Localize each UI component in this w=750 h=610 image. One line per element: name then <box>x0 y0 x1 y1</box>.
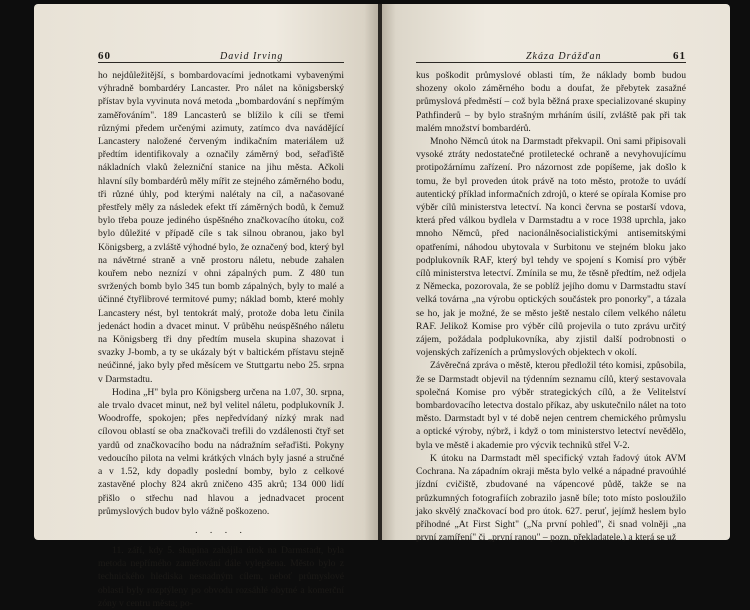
paragraph: 11. září, kdy 5. skupina zahájila útok na Darmstadt, byla metoda nepřímého zaměřování dále vylepšena. Město bylo z technického hlediska nesnadným cílem, neboť průmyslové oblasti byly rozptýleny po obvodu rozsáhlé obytné a komerční zóny v centru města; po- <box>98 544 344 609</box>
right-page <box>382 4 730 544</box>
paragraph: K útoku na Darmstadt měl specifický vztah řadový útok AVM Cochrana. Na západním okraji města bylo velké a nápadné pravoúhlé jízdní cvičiště, zbudované na vápencové půdě, takže se na průzkumných fotografiích zobrazilo jasně bíle; toto místo posloužilo jako skvělý značkovací bod pro útok. 627. peruť, jejímž heslem bylo příhodné „At First Sight" („Na první pohled", či snad volněji „na první zamíření" či „první ranou" – pozn. překladatele.) a která se už <box>416 452 686 544</box>
header-rule <box>416 62 686 63</box>
paragraph: kus poškodit průmyslové oblasti tím, že náklady bomb budou shozeny okolo záměrného bodu a doufat, že přebytek zasažné průmyslová předměstí – což byla běžná praxe specializované skupiny Pathfinderů – by bylo strašným mrháním úsilí, zvláště pak při tak malém množství bombardérů. <box>416 70 686 134</box>
running-head-title: Zkáza Drážďan <box>526 51 602 62</box>
right-page-header <box>416 50 686 66</box>
running-head-author: David Irving <box>220 51 284 62</box>
right-page-body <box>416 69 686 544</box>
paragraph: Závěrečná zpráva o městě, kterou předložil této komisi, způsobila, že se Darmstadt objevil na týdenním seznamu cílů, který sestavovala společná Komise pro výběr strategických cílů, a že Velitelství bombardovacího letectva dostalo příkaz, aby uskutečnilo nálet na toto město. Darmstadt byl v té době nejen centrem chemického průmyslu a optické výroby, nýbrž, i když o tom ministerstvo letectví nevědělo, byla ve městě i akademie pro výcvik techniků střel V-2. <box>416 360 686 451</box>
page-number: 60 <box>98 50 111 62</box>
left-page-body <box>98 69 344 610</box>
paragraph: Mnoho Němců útok na Darmstadt překvapil. Oni sami připisovali vysoké ztráty nedostatečné protiletecké ochraně a nevyhovujícímu protipožárnímu zařízení. Pro názornost zde popíšeme, jak došlo k tomu, že byl proveden útok právě na toto město, protože to uvádí autentický příklad informačních zdrojů, o které se opírala Komise pro výběr cílů ministerstva letectví. Na konci června se postarší vdova, která před válkou bydlela v Darmstadtu a v roce 1938 uprchla, jako mnoho Němců, před nacionálněsocialistickými antisemitskými opatřeními, náhodou ubytovala v Surbitonu ve stejném bloku jako podplukovník RAF, který byl tehdy ve spojení s Komisí pro výběr cílů ministerstva letectví. Zmínila se mu, že těsně předtím, než odjela z Německa, pozorovala, že se poblíž jejího domu v Darmstadtu staví velká továrna „na výrobu optických součástek pro ponorky", a tázala se ho, jak je možné, že se město ještě nestalo cílem velkého náletu RAF. Jelikož Komise pro výběr cílů projevila o tuto zprávu určitý zájem, požádala podplukovníka, aby zjistil další podrobnosti o vojenských zařízeních a průmyslových objektech v okolí. <box>416 136 686 359</box>
book-spread <box>34 4 730 609</box>
header-rule <box>98 62 344 63</box>
section-separator: . . . . <box>195 524 247 536</box>
left-page <box>34 4 378 609</box>
left-page-header <box>98 50 344 66</box>
paragraph: Hodina „H" byla pro Königsberg určena na 1.07, 30. srpna, ale trvalo dvacet minut, než byl velitel náletu, podplukovník J. Woodroffe, spokojen; přes nepředvídaný nízký mrak nad cílovou oblastí se oba značkovači trefili do vzdálenosti čtyř set yardů od značkovacího bodu na nádražním seřaďišti. Pokyny vedoucího pilota na velmi krátkých vlnách byly jasné a stručné a v 1.52, kdy dopadly poslední bomby, bylo z celkové zastavěné plochy 824 akrů zničeno 435 akrů; 134 000 lidí přišlo o střechu nad hlavou a jednadvacet procent průmyslových budov bylo vážně poškozeno. <box>98 386 344 517</box>
page-number: 61 <box>673 50 686 62</box>
paragraph: ho nejdůležitější, s bombardovacími jednotkami vybavenými výhradně bombardéry Lancaster. Pro nálet na königsberský přístav byla vyvinuta nová metoda „bombardování s nepřímým zaměřováním". 189 Lancasterů se blížilo k cíli se třemi různými předem určenými azimuty, zatímco dva navádějící Lancastery naložené červeným indikačním materiálem už předtím identifikovaly a označily záměrný bod, seřaďiště nákladních vlaků železniční stanice na jihu města. Ačkoli hlavní síly bombardérů měly mířit ze stejného záměrného bodu, tři různé úhly, pod kterými nalétaly na cíl, a načasované přestřely měly za následek efekt tří záměrných bodů, k čemuž bylo třeba pouze jediného úspěšného značkovacího útoku, což bylo důležité v případě cíle s tak silnou obranou, jako byl Königsberg, a zvláště výhodné bylo, že označený bod, který byl na návětrné straně a vně prostoru náletu, nebude zahalen kouřem nebo neznízí v ohni zápalných pum. Z 480 tun svržených bomb bylo 345 tun bomb zápalných, byly to malé a účinné čtyřlibrové termitové pumy; náklad bomb, které mohly Lancastery nést, byl tentokrát malý, protože doba letu činila jedenáct hodin a dvacet minut. V průběhu neúspěšného náletu na Königsberg tři dny předtím musela skupina shazovat i svazky J-bomb, a ty se ukázaly být v baltickém přístavu stejně neúčinné, jako byly před měsícem ve Stuttgartu nebo 25. srpna v Darmstadtu. <box>98 70 344 385</box>
